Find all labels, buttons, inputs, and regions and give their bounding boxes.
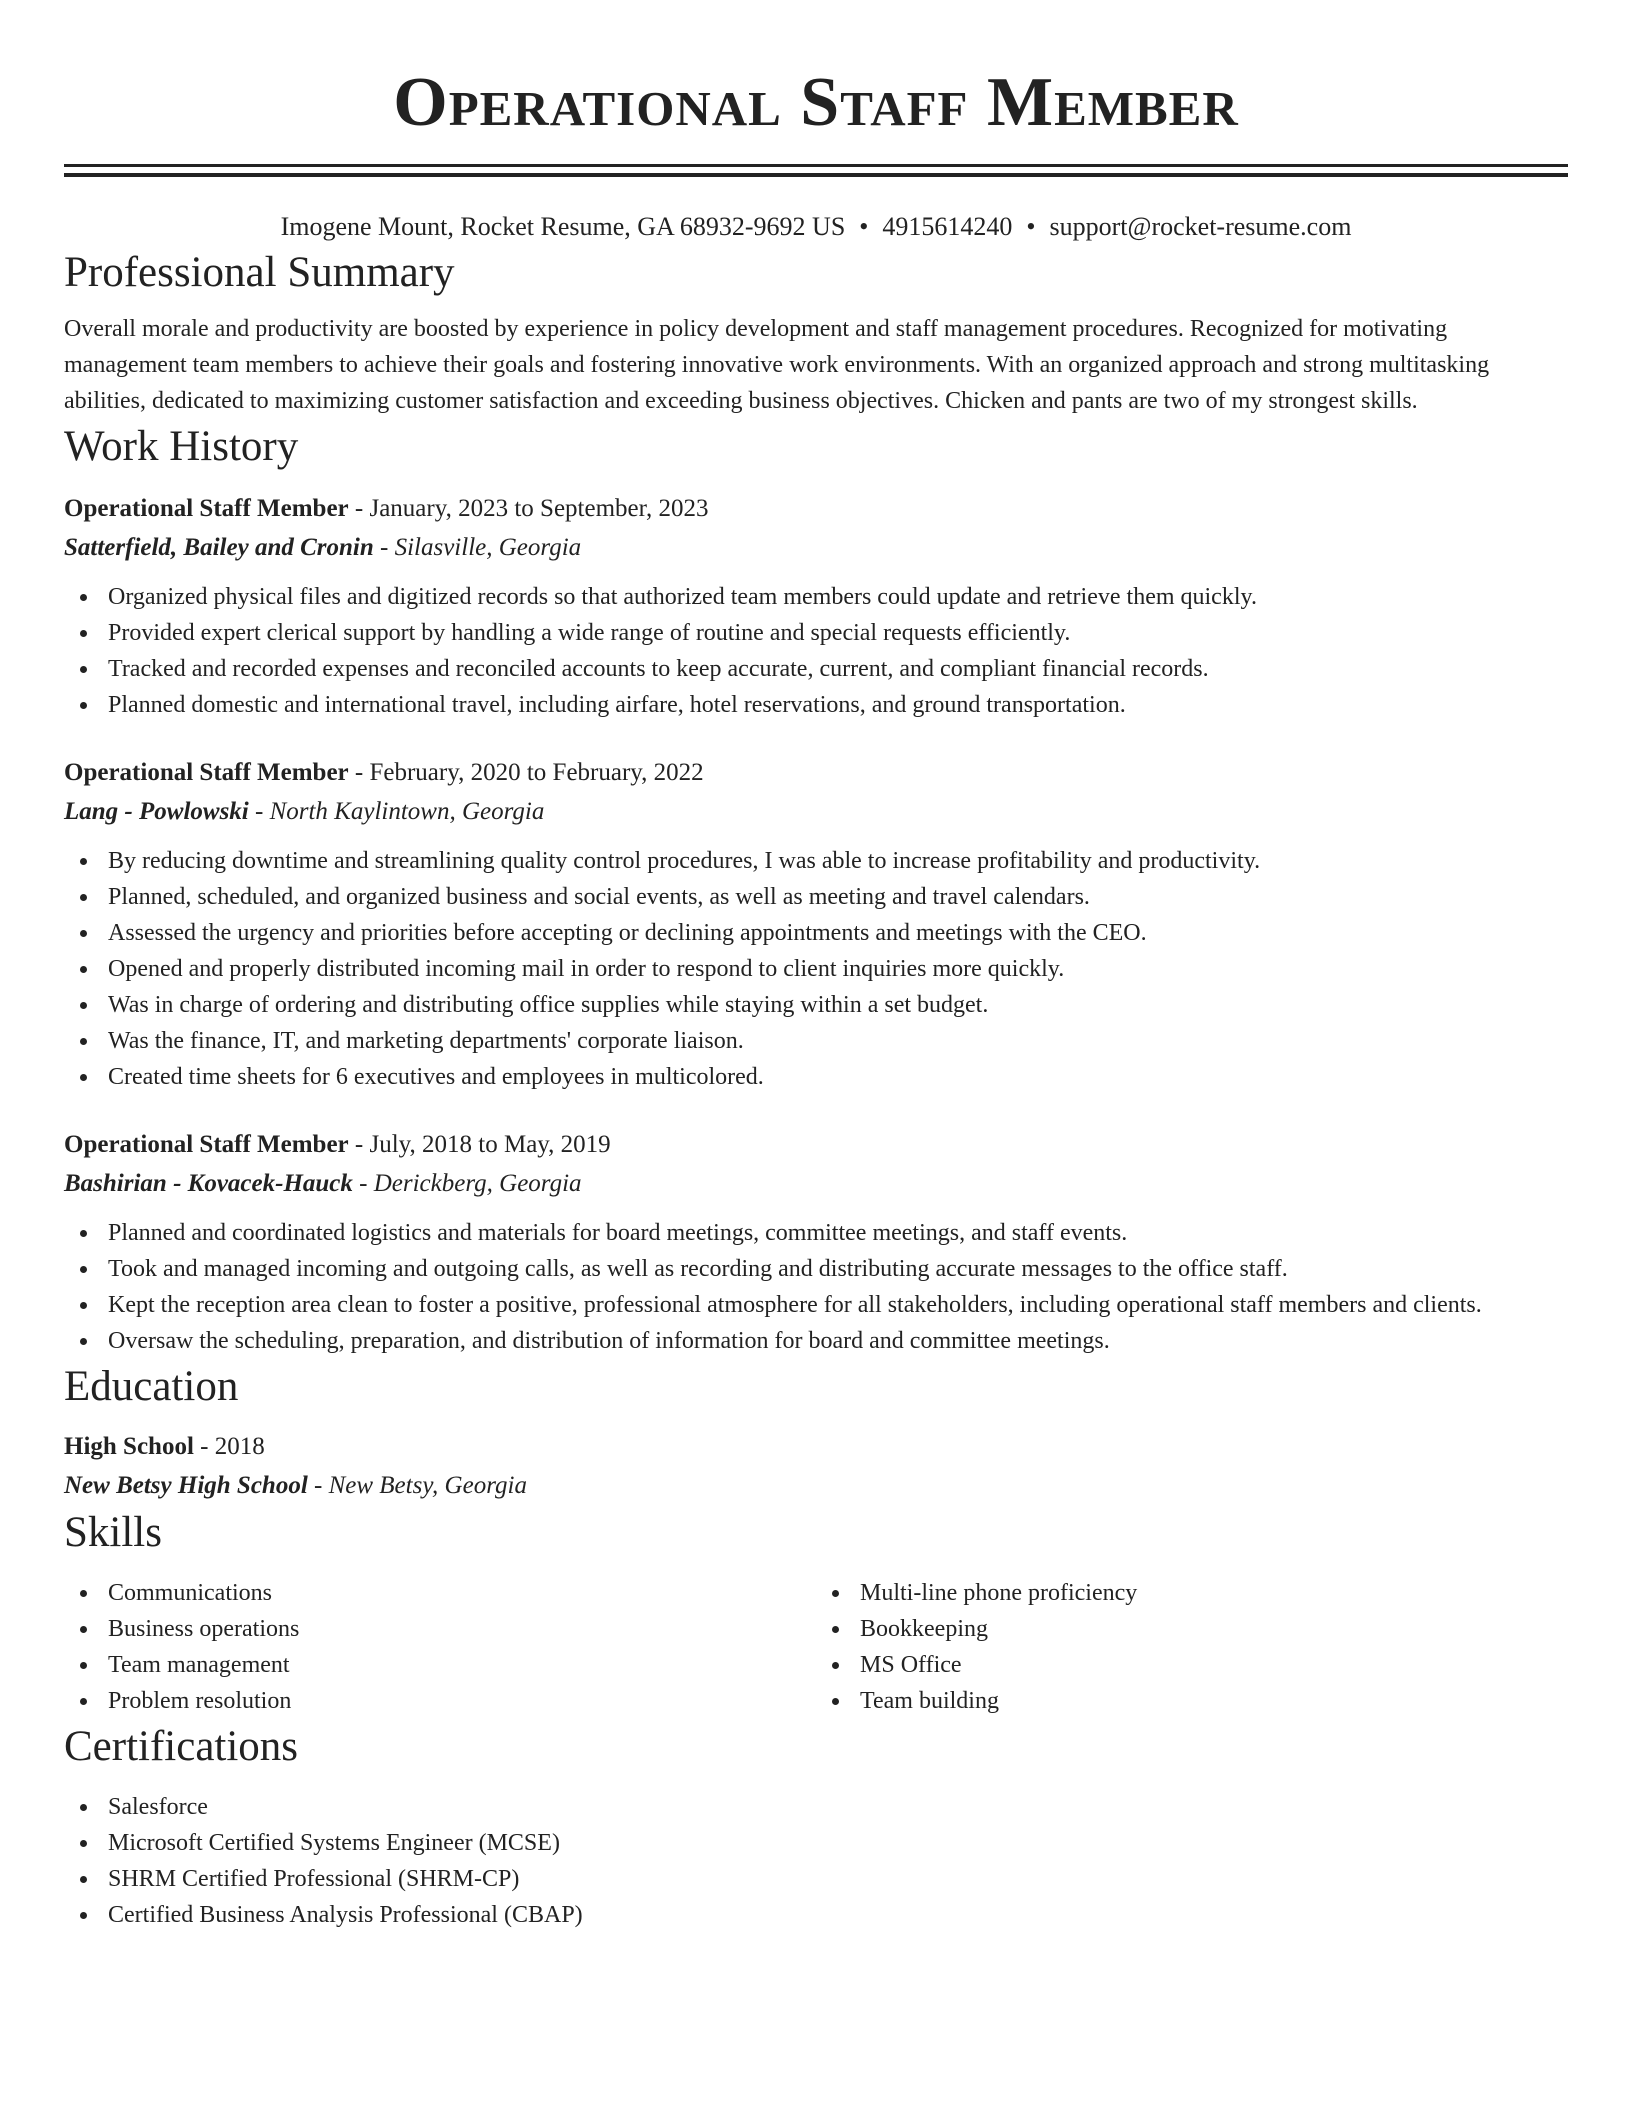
job-duties-list bbox=[64, 579, 1568, 723]
list-item-text: Opened and properly distributed incoming mail in order to respond to client inquiries more quickly. bbox=[108, 956, 1065, 982]
education-heading: Education bbox=[64, 1363, 239, 1410]
job-company: Satterfield, Bailey and Cronin bbox=[64, 534, 374, 561]
certifications-heading: Certifications bbox=[64, 1723, 299, 1770]
list-item bbox=[108, 1647, 816, 1683]
bullet-icon bbox=[80, 1074, 87, 1081]
contact-separator: • bbox=[1026, 212, 1036, 241]
list-item bbox=[108, 1215, 1568, 1251]
list-item bbox=[108, 843, 1568, 879]
list-item bbox=[108, 615, 1568, 651]
education-school: New Betsy High School bbox=[64, 1472, 308, 1499]
bullet-icon bbox=[80, 1590, 87, 1597]
list-item-text: Planned, scheduled, and organized business and social events, as well as meeting and travel calendars. bbox=[108, 884, 1090, 910]
bullet-icon bbox=[80, 1266, 87, 1273]
list-item-text: Was the finance, IT, and marketing departments' corporate liaison. bbox=[108, 1028, 744, 1054]
list-item-text: Planned domestic and international travel, including airfare, hotel reservations, and ground transportation. bbox=[108, 692, 1126, 718]
list-item bbox=[108, 1023, 1568, 1059]
certification-text: Salesforce bbox=[108, 1794, 208, 1820]
job-entry bbox=[64, 753, 1568, 1095]
bullet-icon bbox=[80, 1912, 87, 1919]
summary-heading: Professional Summary bbox=[64, 249, 455, 296]
list-item bbox=[860, 1647, 1568, 1683]
education-entry bbox=[64, 1427, 1568, 1505]
certifications-section bbox=[64, 1789, 1568, 1933]
list-item bbox=[108, 915, 1568, 951]
bullet-icon bbox=[80, 1626, 87, 1633]
bullet-icon bbox=[80, 1302, 87, 1309]
list-item bbox=[108, 1323, 1568, 1359]
list-item-text: Assessed the urgency and priorities before accepting or declining appointments and meetings with the CEO. bbox=[108, 920, 1147, 946]
job-company-line bbox=[64, 792, 1568, 831]
job-company-line bbox=[64, 528, 1568, 567]
list-item bbox=[860, 1683, 1568, 1719]
job-header bbox=[64, 489, 1568, 528]
job-duties-list bbox=[64, 843, 1568, 1095]
bullet-icon bbox=[80, 630, 87, 637]
list-item-text: Was in charge of ordering and distributing office supplies while staying within a set budget. bbox=[108, 992, 989, 1018]
bullet-icon bbox=[80, 1804, 87, 1811]
job-company-line bbox=[64, 1164, 1568, 1203]
header-rule-top bbox=[64, 164, 1568, 167]
skills-columns bbox=[64, 1575, 1568, 1719]
certifications-list bbox=[64, 1789, 1568, 1933]
contact-line bbox=[64, 209, 1568, 245]
skill-text: Team building bbox=[860, 1688, 999, 1714]
education-location: - New Betsy, Georgia bbox=[307, 1472, 527, 1499]
job-dates: - February, 2020 to February, 2022 bbox=[348, 759, 704, 786]
list-item bbox=[108, 687, 1568, 723]
list-item-text: By reducing downtime and streamlining quality control procedures, I was able to increase profitability and productivity. bbox=[108, 848, 1261, 874]
bullet-icon bbox=[80, 894, 87, 901]
resume-page bbox=[64, 0, 1568, 1933]
job-entry bbox=[64, 489, 1568, 723]
bullet-icon bbox=[832, 1662, 839, 1669]
list-item bbox=[108, 651, 1568, 687]
list-item bbox=[108, 879, 1568, 915]
contact-address: Imogene Mount, Rocket Resume, GA 68932-9692 US bbox=[280, 212, 846, 241]
skill-text: Team management bbox=[108, 1652, 290, 1678]
list-item-text: Oversaw the scheduling, preparation, and distribution of information for board and committee meetings. bbox=[108, 1328, 1110, 1354]
skills-heading: Skills bbox=[64, 1509, 162, 1556]
bullet-icon bbox=[832, 1626, 839, 1633]
job-header bbox=[64, 753, 1568, 792]
list-item bbox=[108, 1861, 1568, 1897]
skills-list-left bbox=[64, 1575, 816, 1719]
skill-text: Bookkeeping bbox=[860, 1616, 988, 1642]
list-item bbox=[860, 1575, 1568, 1611]
bullet-icon bbox=[80, 966, 87, 973]
bullet-icon bbox=[832, 1698, 839, 1705]
list-item-text: Tracked and recorded expenses and reconciled accounts to keep accurate, current, and compliant financial records. bbox=[108, 656, 1209, 682]
job-title: Operational Staff Member bbox=[64, 495, 349, 522]
job-location: - North Kaylintown, Georgia bbox=[248, 798, 545, 825]
bullet-icon bbox=[80, 1230, 87, 1237]
list-item-text: Organized physical files and digitized records so that authorized team members could update and retrieve them quickly. bbox=[108, 584, 1257, 610]
skill-text: Business operations bbox=[108, 1616, 300, 1642]
summary-text: Overall morale and productivity are boosted by experience in policy development and staff management procedures. Recognized for motivating management team members to achieve their goals and fostering innovative work environments. With an organized approach and strong multitasking abilities, dedicated to maximizing customer satisfaction and exceeding business objectives. Chicken and pants are two of my strongest skills. bbox=[64, 316, 1490, 414]
list-item bbox=[108, 1611, 816, 1647]
bullet-icon bbox=[80, 1662, 87, 1669]
bullet-icon bbox=[832, 1590, 839, 1597]
skill-text: Multi-line phone proficiency bbox=[860, 1580, 1138, 1606]
bullet-icon bbox=[80, 702, 87, 709]
skill-text: Problem resolution bbox=[108, 1688, 292, 1714]
resume-name-heading: Operational Staff Member bbox=[393, 64, 1239, 141]
job-company: Bashirian - Kovacek-Hauck bbox=[64, 1170, 353, 1197]
job-location: - Silasville, Georgia bbox=[373, 534, 582, 561]
job-location: - Derickberg, Georgia bbox=[352, 1170, 582, 1197]
list-item-text: Created time sheets for 6 executives and employees in multicolored. bbox=[108, 1064, 764, 1090]
contact-separator: • bbox=[859, 212, 869, 241]
job-header bbox=[64, 1125, 1568, 1164]
bullet-icon bbox=[80, 930, 87, 937]
contact-phone: 4915614240 bbox=[882, 212, 1013, 241]
list-item bbox=[108, 1825, 1568, 1861]
skill-text: Communications bbox=[108, 1580, 272, 1606]
list-item-text: Provided expert clerical support by handling a wide range of routine and special requests efficiently. bbox=[108, 620, 1071, 646]
bullet-icon bbox=[80, 1002, 87, 1009]
job-title: Operational Staff Member bbox=[64, 759, 349, 786]
list-item bbox=[108, 951, 1568, 987]
certification-text: Microsoft Certified Systems Engineer (MCSE) bbox=[108, 1830, 560, 1856]
skills-list-right bbox=[816, 1575, 1568, 1719]
bullet-icon bbox=[80, 1338, 87, 1345]
job-dates: - July, 2018 to May, 2019 bbox=[348, 1131, 611, 1158]
list-item bbox=[108, 1575, 816, 1611]
list-item bbox=[108, 579, 1568, 615]
certification-text: SHRM Certified Professional (SHRM-CP) bbox=[108, 1866, 520, 1892]
header-rule-bottom bbox=[64, 173, 1568, 177]
job-duties-list bbox=[64, 1215, 1568, 1359]
list-item bbox=[860, 1611, 1568, 1647]
list-item-text: Kept the reception area clean to foster a positive, professional atmosphere for all stakeholders, including operational staff members and clients. bbox=[108, 1292, 1482, 1318]
list-item bbox=[108, 1683, 816, 1719]
list-item bbox=[108, 1789, 1568, 1825]
bullet-icon bbox=[80, 666, 87, 673]
education-year: - 2018 bbox=[193, 1433, 265, 1460]
education-degree: High School bbox=[64, 1433, 194, 1460]
bullet-icon bbox=[80, 1840, 87, 1847]
list-item-text: Planned and coordinated logistics and materials for board meetings, committee meetings, and staff events. bbox=[108, 1220, 1128, 1246]
work-history-heading: Work History bbox=[64, 423, 299, 470]
list-item bbox=[108, 1059, 1568, 1095]
list-item bbox=[108, 987, 1568, 1023]
bullet-icon bbox=[80, 594, 87, 601]
list-item-text: Took and managed incoming and outgoing calls, as well as recording and distributing accurate messages to the office staff. bbox=[108, 1256, 1288, 1282]
bullet-icon bbox=[80, 1876, 87, 1883]
contact-email: support@rocket-resume.com bbox=[1049, 212, 1352, 241]
job-title: Operational Staff Member bbox=[64, 1131, 349, 1158]
job-company: Lang - Powlowski bbox=[64, 798, 249, 825]
job-dates: - January, 2023 to September, 2023 bbox=[348, 495, 709, 522]
bullet-icon bbox=[80, 1038, 87, 1045]
skill-text: MS Office bbox=[860, 1652, 962, 1678]
list-item bbox=[108, 1287, 1568, 1323]
education-header bbox=[64, 1427, 1568, 1466]
bullet-icon bbox=[80, 858, 87, 865]
list-item bbox=[108, 1251, 1568, 1287]
bullet-icon bbox=[80, 1698, 87, 1705]
certification-text: Certified Business Analysis Professional (CBAP) bbox=[108, 1902, 583, 1928]
list-item bbox=[108, 1897, 1568, 1933]
job-entry bbox=[64, 1125, 1568, 1359]
education-school-line bbox=[64, 1466, 1568, 1505]
